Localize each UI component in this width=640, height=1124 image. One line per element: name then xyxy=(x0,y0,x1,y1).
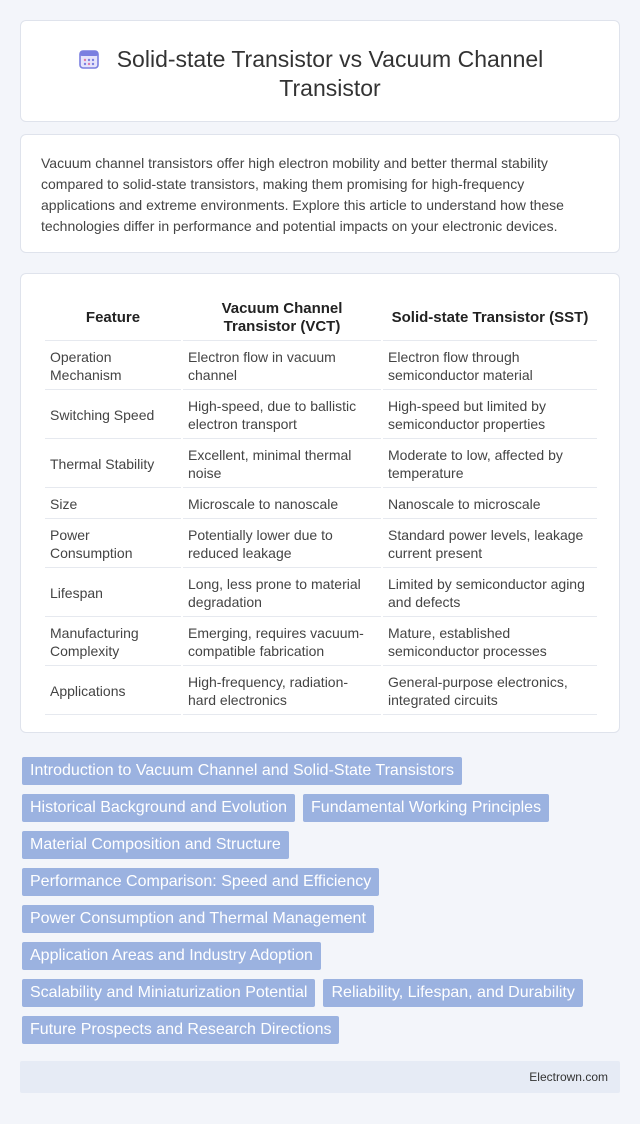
table-header-row xyxy=(45,296,597,341)
topic-tag[interactable]: Reliability, Lifespan, and Durability xyxy=(323,979,582,1007)
table-cell: Moderate to low, affected by temperature xyxy=(383,441,597,488)
intro-paragraph: Vacuum channel transistors offer high electron mobility and better thermal stability compared to solid-state transistors, making them promising for high-frequency applications and extreme environments. Explore this article to understand how these technologies differ in performance and potential impacts on your electronic devices. xyxy=(41,155,564,234)
tag-row xyxy=(22,979,622,1007)
table-cell: Emerging, requires vacuum-compatible fabrication xyxy=(183,619,381,666)
table-cell: Operation Mechanism xyxy=(45,343,181,390)
footer-site-link[interactable]: Electrown.com xyxy=(529,1070,608,1084)
table-row xyxy=(45,490,597,519)
topic-tag[interactable]: Introduction to Vacuum Channel and Solid-State Transistors xyxy=(22,757,462,785)
column-header-feature: Feature xyxy=(45,296,181,341)
table-cell: Microscale to nanoscale xyxy=(183,490,381,519)
topic-tag[interactable]: Power Consumption and Thermal Management xyxy=(22,905,374,933)
table-cell: Thermal Stability xyxy=(45,441,181,488)
table-cell: Size xyxy=(45,490,181,519)
topic-tags xyxy=(22,757,622,1053)
tag-row xyxy=(22,868,622,896)
table-cell: Power Consumption xyxy=(45,521,181,568)
table-cell: Potentially lower due to reduced leakage xyxy=(183,521,381,568)
table-row xyxy=(45,343,597,390)
topic-tag[interactable]: Scalability and Miniaturization Potential xyxy=(22,979,315,1007)
table-row xyxy=(45,570,597,617)
footer xyxy=(20,1061,620,1093)
table-cell: High-speed but limited by semiconductor properties xyxy=(383,392,597,439)
title-card xyxy=(20,20,620,122)
table-cell: Electron flow through semiconductor material xyxy=(383,343,597,390)
table-cell: Standard power levels, leakage current present xyxy=(383,521,597,568)
table-row xyxy=(45,668,597,715)
topic-tag[interactable]: Future Prospects and Research Directions xyxy=(22,1016,339,1044)
tag-row xyxy=(22,942,622,970)
table-row xyxy=(45,619,597,666)
table-cell: Limited by semiconductor aging and defects xyxy=(383,570,597,617)
comparison-table xyxy=(43,294,599,717)
table-cell: Applications xyxy=(45,668,181,715)
table-row xyxy=(45,521,597,568)
table-row xyxy=(45,441,597,488)
topic-tag[interactable]: Performance Comparison: Speed and Efficiency xyxy=(22,868,379,896)
tag-row xyxy=(22,757,622,785)
tag-row xyxy=(22,794,622,822)
table-cell: High-speed, due to ballistic electron transport xyxy=(183,392,381,439)
table-row xyxy=(45,392,597,439)
table-cell: High-frequency, radiation-hard electronics xyxy=(183,668,381,715)
table-cell: Mature, established semiconductor processes xyxy=(383,619,597,666)
table-cell: Excellent, minimal thermal noise xyxy=(183,441,381,488)
topic-tag[interactable]: Application Areas and Industry Adoption xyxy=(22,942,321,970)
comparison-table-card xyxy=(20,273,620,733)
page-title: Solid-state Transistor vs Vacuum Channel Transistor xyxy=(116,46,544,101)
table-cell: General-purpose electronics, integrated circuits xyxy=(383,668,597,715)
topic-tag[interactable]: Material Composition and Structure xyxy=(22,831,289,859)
column-header-vct: Vacuum Channel Transistor (VCT) xyxy=(183,296,381,341)
table-cell: Nanoscale to microscale xyxy=(383,490,597,519)
intro-card xyxy=(20,134,620,253)
tag-row xyxy=(22,1016,622,1044)
topic-tag[interactable]: Historical Background and Evolution xyxy=(22,794,295,822)
tag-row xyxy=(22,905,622,933)
table-cell: Lifespan xyxy=(45,570,181,617)
table-cell: Long, less prone to material degradation xyxy=(183,570,381,617)
table-cell: Switching Speed xyxy=(45,392,181,439)
column-header-sst: Solid-state Transistor (SST) xyxy=(383,296,597,341)
table-cell: Electron flow in vacuum channel xyxy=(183,343,381,390)
topic-tag[interactable]: Fundamental Working Principles xyxy=(303,794,549,822)
tag-row xyxy=(22,831,622,859)
table-cell: Manufacturing Complexity xyxy=(45,619,181,666)
